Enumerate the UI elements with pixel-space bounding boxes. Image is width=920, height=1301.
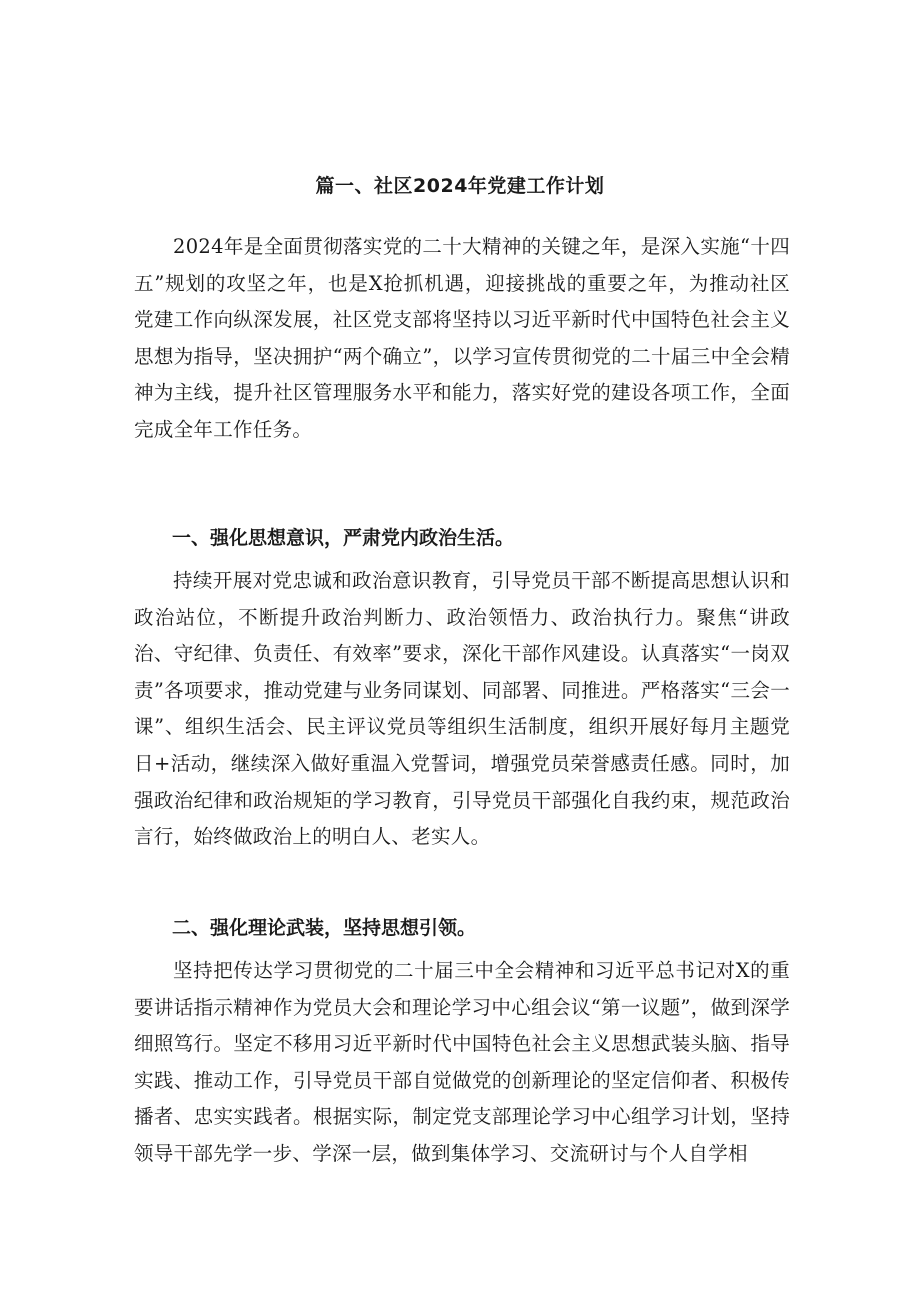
document-title: 篇一、社区2024年党建工作计划 [315, 174, 605, 197]
section-paragraph-1: 持续开展对党忠诚和政治意识教育，引导党员干部不断提高思想认识和政治站位，不断提升政治判断力、政治领悟力、政治执行力。聚焦“讲政治、守纪律、负责任、有效率”要求，深化干部作风建设。认真落实“一岗双责”各项要求，推动党建与业务同谋划、同部署、同推进。严格落实“三会一课”、组织生活会、民主评议党员等组织生活制度，组织开展好每月主题党日+活动，继续深入做好重温入党誓词，增强党员荣誉感责任感。同时，加强政治纪律和政治规矩的学习教育，引导党员干部强化自我约束，规范政治言行，始终做政治上的明白人、老实人。 [134, 569, 790, 849]
intro-paragraph: 2024年是全面贯彻落实党的二十大精神的关键之年，是深入实施“十四五”规划的攻坚之年，也是X抢抓机遇，迎接挑战的重要之年，为推动社区党建工作向纵深发展，社区党支部将坚持以习近平新时代中国特色社会主义思想为指导，坚决拥护“两个确立”，以学习宣传贯彻党的二十届三中全会精神为主线，提升社区管理服务水平和能力，落实好党的建设各项工作，全面完成全年工作任务。 [134, 235, 790, 441]
section-heading-2: 二、强化理论武装，坚持思想引领。 [172, 917, 477, 939]
section-heading-1: 一、强化思想意识，严肃党内政治生活。 [172, 527, 515, 549]
section-paragraph-2: 坚持把传达学习贯彻党的二十届三中全会精神和习近平总书记对X的重要讲话指示精神作为党员大会和理论学习中心组会议“第一议题”，做到深学细照笃行。坚定不移用习近平新时代中国特色社会主义思想武装头脑、指导实践、推动工作，引导党员干部自觉做党的创新理论的坚定信仰者、积极传播者、忠实实践者。根据实际，制定党支部理论学习中心组学习计划，坚持领导干部先学一步、学深一层，做到集体学习、交流研讨与个人自学相 [134, 959, 790, 1165]
